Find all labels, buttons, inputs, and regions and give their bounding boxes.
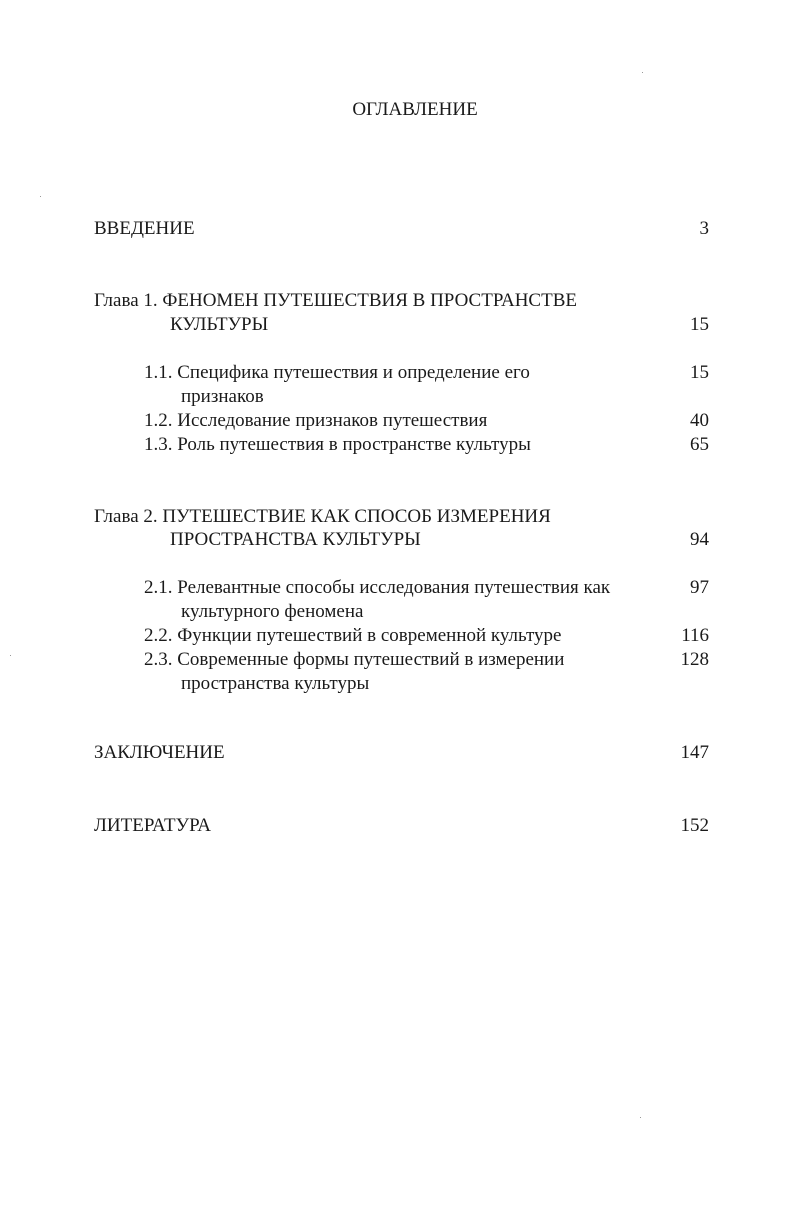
section-title-line2: признаков	[181, 386, 264, 407]
toc-entry-page: 65	[690, 434, 709, 455]
toc-entry-page: 152	[680, 815, 709, 836]
toc-entry-page: 3	[699, 218, 709, 239]
section-title-line1: 1.1. Специфика путешествия и определение его	[144, 362, 530, 383]
toc-entry-page: 15	[690, 362, 709, 383]
section-title-line2: культурного феномена	[181, 601, 364, 622]
section-title-line1: 1.2. Исследование признаков путешествия	[144, 410, 488, 431]
chapter-title-line2: ПРОСТРАНСТВА КУЛЬТУРЫ	[170, 529, 421, 550]
section-title-line1: 2.3. Современные формы путешествий в измерении	[144, 649, 565, 670]
toc-entry-page: 15	[690, 314, 709, 335]
toc-entry-page: 94	[690, 529, 709, 550]
toc-entry-page: 128	[680, 649, 709, 670]
toc-entry-page: 40	[690, 410, 709, 431]
toc-entry-label: ЛИТЕРАТУРА	[94, 815, 211, 836]
section-title-line1: 2.2. Функции путешествий в современной культуре	[144, 625, 562, 646]
scan-speck	[10, 655, 11, 656]
chapter-title-line1: Глава 2. ПУТЕШЕСТВИЕ КАК СПОСОБ ИЗМЕРЕНИЯ	[94, 506, 551, 527]
scan-speck	[640, 1117, 641, 1118]
toc-entry-page: 116	[681, 625, 709, 646]
page-title: ОГЛАВЛЕНИЕ	[352, 99, 478, 120]
section-title-line1: 2.1. Релевантные способы исследования путешествия как	[144, 577, 611, 598]
scan-speck	[642, 72, 643, 73]
toc-entry-label: ЗАКЛЮЧЕНИЕ	[94, 742, 225, 763]
toc-entry-page: 97	[690, 577, 709, 598]
chapter-title-line2: КУЛЬТУРЫ	[170, 314, 269, 335]
section-title-line1: 1.3. Роль путешествия в пространстве культуры	[144, 434, 531, 455]
toc-entry-page: 147	[680, 742, 709, 763]
chapter-title-line1: Глава 1. ФЕНОМЕН ПУТЕШЕСТВИЯ В ПРОСТРАНСТВЕ	[94, 290, 577, 311]
toc-entry-label: ВВЕДЕНИЕ	[94, 218, 195, 239]
section-title-line2: пространства культуры	[181, 673, 370, 694]
scan-speck	[40, 196, 41, 197]
